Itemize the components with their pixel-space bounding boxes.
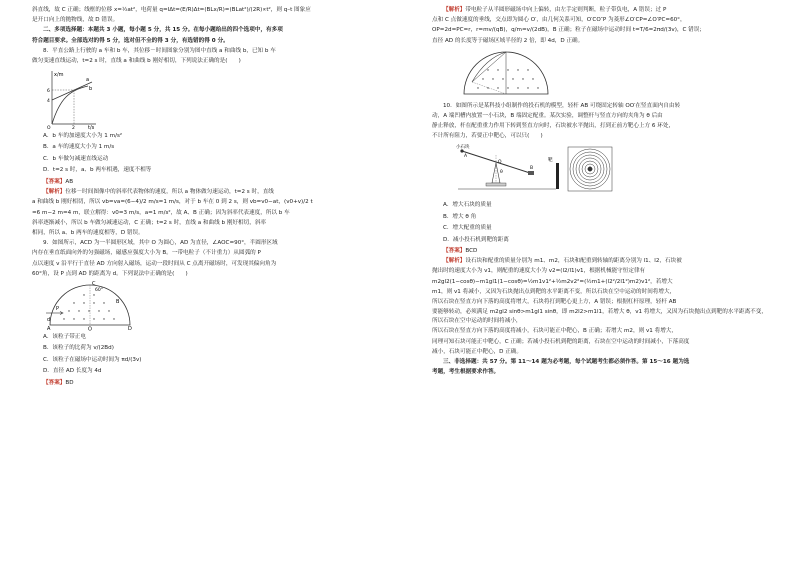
explanation-tag: 【解析】 — [443, 7, 466, 13]
tick-6: 6 — [47, 88, 50, 94]
target-rings — [568, 147, 612, 191]
explanation-tag: 【解析】 — [443, 258, 466, 265]
origin: O — [47, 125, 51, 130]
section-heading: 符合题目要求。全部选对的得 5 分，选对但不全的得 3 分，有选错的得 0 分。 — [32, 37, 229, 44]
option: A．增大石块的质量 — [443, 202, 492, 209]
question-10: 10．如图所示是某科技小组制作的投石机的模型，轻杆 AB 可绕固定转轴 OO′在竖直面内自由转 — [443, 102, 681, 109]
explanation-line: a 和曲线 b 刚好相切，所以 vb=va=(6−4)/2 m/s=1 m/s，对于 b 车在 0 到 2 s，则 vb=v0−at，(v0+v)/2 t — [32, 199, 313, 206]
graph-x-t — [44, 68, 100, 130]
question-10: 静止释放，杆在配重重力作用下转到竖直方向时，石块被水平抛出，打到正前方靶心上方 6 环处， — [432, 122, 675, 129]
explanation-line: 要能够转动，必须满足 m2gl2 sinθ>m1gl1 sinθ，即 m2l2>m1l1，若增大 θ，v1 将增大，又因为石块抛出点到靶的水平距离不变，所以石块在空中运动的时间将减小， — [432, 309, 767, 325]
axis-y-label: x/m — [54, 71, 64, 78]
explanation-9: 【解析】带电粒子从半圆形磁场中向上偏转，由左手定则判断，粒子带负电，A 错误；过 P — [443, 7, 667, 13]
right-column — [432, 6, 768, 378]
question-9: 内存在垂直纸面向外的匀强磁场，磁感应强度大小为 B。一带电粒子（不计重力）从圆弧的 P — [32, 250, 261, 257]
tick-4: 4 — [47, 98, 50, 104]
text-line: 斜直线，故 C 正确；线框的位移 x=½at²，电荷量 q=IΔt=(E/R)Δt=(BLx/R)=(BLat²)/(2R)∝t²，则 q–t 图象应 — [32, 7, 311, 13]
option: D．减小投石机到靶的距离 — [443, 236, 509, 243]
option: C．b 车做匀减速直线运动 — [43, 155, 109, 162]
section-heading: 三、非选择题：共 57 分。第 11～14 题为必考题，每个试题考生都必须作答。第 15～16 题为选 — [443, 358, 690, 365]
explanation-8: 【解析】位移－时间图像中的斜率代表物体的速度，所以 a 物体做匀速运动，t=2 s 时，直线 — [43, 189, 274, 196]
explanation-line: 同理可知石块可能正中靶心，C 正确；若减小投石机到靶的距离，石块在空中运动的时间减小，下落高度 — [432, 338, 690, 345]
explanation-line: =6 m−2 m=4 m，联立解得：v0=3 m/s，a=1 m/s²，故 A、B 正确；因为斜率代表速度，所以 b 车 — [32, 209, 290, 216]
question-9: 点以速度 v 沿平行于直径 AD 方向射入磁场，运动一段时间从 C 点离开磁场时，可发现其偏向角为 — [32, 260, 277, 267]
answer-value: BCD — [465, 248, 478, 255]
explanation-line: 所以石块在竖直方向下落的高度将减小，石块可能正中靶心，B 正确；若增大 m2，则 v1 将增大， — [432, 328, 677, 335]
answer-tag: 【答案】 — [43, 178, 66, 185]
label-b: B — [116, 298, 120, 305]
text-line: 是开口向上的抛物线，故 D 错误。 — [32, 17, 119, 24]
field-dots — [63, 294, 114, 319]
option: A．该粒子带正电 — [43, 333, 86, 340]
label-a: A — [47, 325, 51, 331]
explanation-line: 直径 AD 的长度等于磁场区域半径的 2 倍，即 4d，D 正确。 — [432, 37, 584, 44]
question-8: 8．平直公路上行驶的 a 车和 b 车，其位移－时间图象分别为图中直线 a 和曲线 b，已知 b 车 — [43, 47, 276, 54]
option: C．增大配重的质量 — [443, 225, 492, 232]
option: C．该粒子在磁场中运动时间为 πd/(3v) — [43, 356, 142, 363]
label-p: P — [56, 305, 60, 312]
label-o: O — [88, 326, 92, 331]
section-heading: 二、多项选择题：本题共 3 小题，每小题 5 分，共 15 分。在每小题给出的四个选项中，有多项 — [43, 27, 283, 34]
answer-tag: 【答案】 — [443, 248, 466, 255]
label-target: 靶 — [548, 158, 553, 164]
option: B．该粒子的比荷为 v/(2Bd) — [43, 345, 114, 352]
target-board — [556, 163, 559, 189]
explanation-line: 抛出时的速度大小为 v1，则配重的速度大小为 v2=(l2/l1)v1，根据机械能守恒定律有 — [432, 268, 646, 275]
explanation-line: 所以石块在竖直方向下落的高度将增大，石块将打到靶心更上方，A 错误；根据杠杆原理，轻杆 AB — [432, 299, 677, 306]
label-b: B — [530, 166, 534, 172]
label-dpt: D — [128, 325, 132, 331]
field-dots — [477, 69, 538, 88]
label-b: b — [89, 85, 93, 92]
label-d: d — [47, 316, 51, 323]
explanation-line: 斜率逐渐减小，所以 b 车做匀减速运动，C 正确；t=2 s 时，直线 a 和曲线 b 刚好相切，斜率 — [32, 219, 266, 226]
question-9: 9．如图所示，ACD 为一半圆形区域，其中 O 为圆心，AD 为直径，∠AOC=90°，半圆形区域 — [43, 240, 278, 247]
label-c: C — [92, 280, 96, 287]
trajectory-figure — [458, 48, 554, 100]
explanation-line: m1，则 v1 将减小，又因为石块抛出点到靶的水平距离不变，所以石块在空中运动的时间将增大， — [432, 288, 676, 295]
counterweight — [528, 171, 534, 175]
semicircle-field-figure — [44, 281, 136, 331]
explanation-10: 【解析】设石块和配重的质量分别为 m1、m2，石块和配重到转轴的距离分别为 l1、l2，石块被 — [443, 258, 682, 265]
lever-ab — [462, 151, 530, 176]
label-a: A — [464, 154, 468, 160]
explanation-line: 减小，石块可能正中靶心，D 正确。 — [432, 348, 522, 355]
left-column — [32, 6, 384, 389]
answer-8 — [32, 178, 384, 187]
axis-x-label: t/s — [88, 124, 95, 130]
section-heading: 考题，考生根据要求作答。 — [432, 369, 500, 376]
answer-value: AB — [65, 178, 74, 185]
catapult-figure — [456, 143, 616, 199]
label-stone: 小石块 — [456, 145, 470, 151]
question-8: 做匀变速直线运动，t=2 s 时，直线 a 和曲线 b 刚好相切，下列说法正确的是( ) — [32, 58, 241, 65]
explanation-line: m2gl2(1−cosθ)−m1gl1(1−cosθ)=½m1v1²+½m2v2²=(½m1+(l2²/2l1²)m2)v1²，若增大 — [432, 278, 673, 285]
tick-2: 2 — [72, 125, 75, 130]
question-10: 不计所有阻力，若要正中靶心，可以只( ) — [432, 133, 543, 140]
option: D．直径 AD 长度为 4d — [43, 368, 102, 375]
label-a: a — [86, 76, 90, 83]
explanation-line: 相同，所以 a、b 两车的速度相等，D 错误。 — [32, 229, 144, 236]
answer-9 — [32, 379, 384, 388]
label-o: O — [498, 160, 502, 166]
explanation-line: OP=2d=PC=r，r=mv/(qB)，q/m=v/(2dB)，B 正确；粒子在磁场中运动时间 t=T/6=2πd/(3v)，C 错误； — [432, 27, 705, 34]
option: A．b 车的加速度大小为 1 m/s² — [43, 132, 123, 139]
line-a — [52, 82, 92, 100]
answer-value: BD — [65, 379, 74, 386]
option: B．增大 θ 角 — [443, 213, 477, 220]
explanation-tag: 【解析】 — [43, 189, 66, 196]
label-angle: 60° — [95, 287, 103, 293]
explanation-line: 点和 C 点做速度的垂线，交点即为圆心 O′，由几何关系可知，O′CO″P 为菱形∠O′CP=∠O′PC=60°， — [432, 17, 686, 24]
question-10: 动，A 端凹槽内放置一小石块，B 端固定配重。某次实验，调整杆与竖直方向的夹角为 θ 后由 — [432, 112, 663, 119]
question-9: 60°角，设 P 点到 AD 的距离为 d。下列说法中正确的是( ) — [32, 270, 188, 277]
answer-10 — [432, 247, 768, 256]
answer-tag: 【答案】 — [43, 379, 66, 386]
label-theta: θ — [500, 170, 503, 176]
option: B．a 车的速度大小为 1 m/s — [43, 144, 115, 151]
option: D．t=2 s 时，a、b 两车相遇，速度不相等 — [43, 167, 152, 174]
